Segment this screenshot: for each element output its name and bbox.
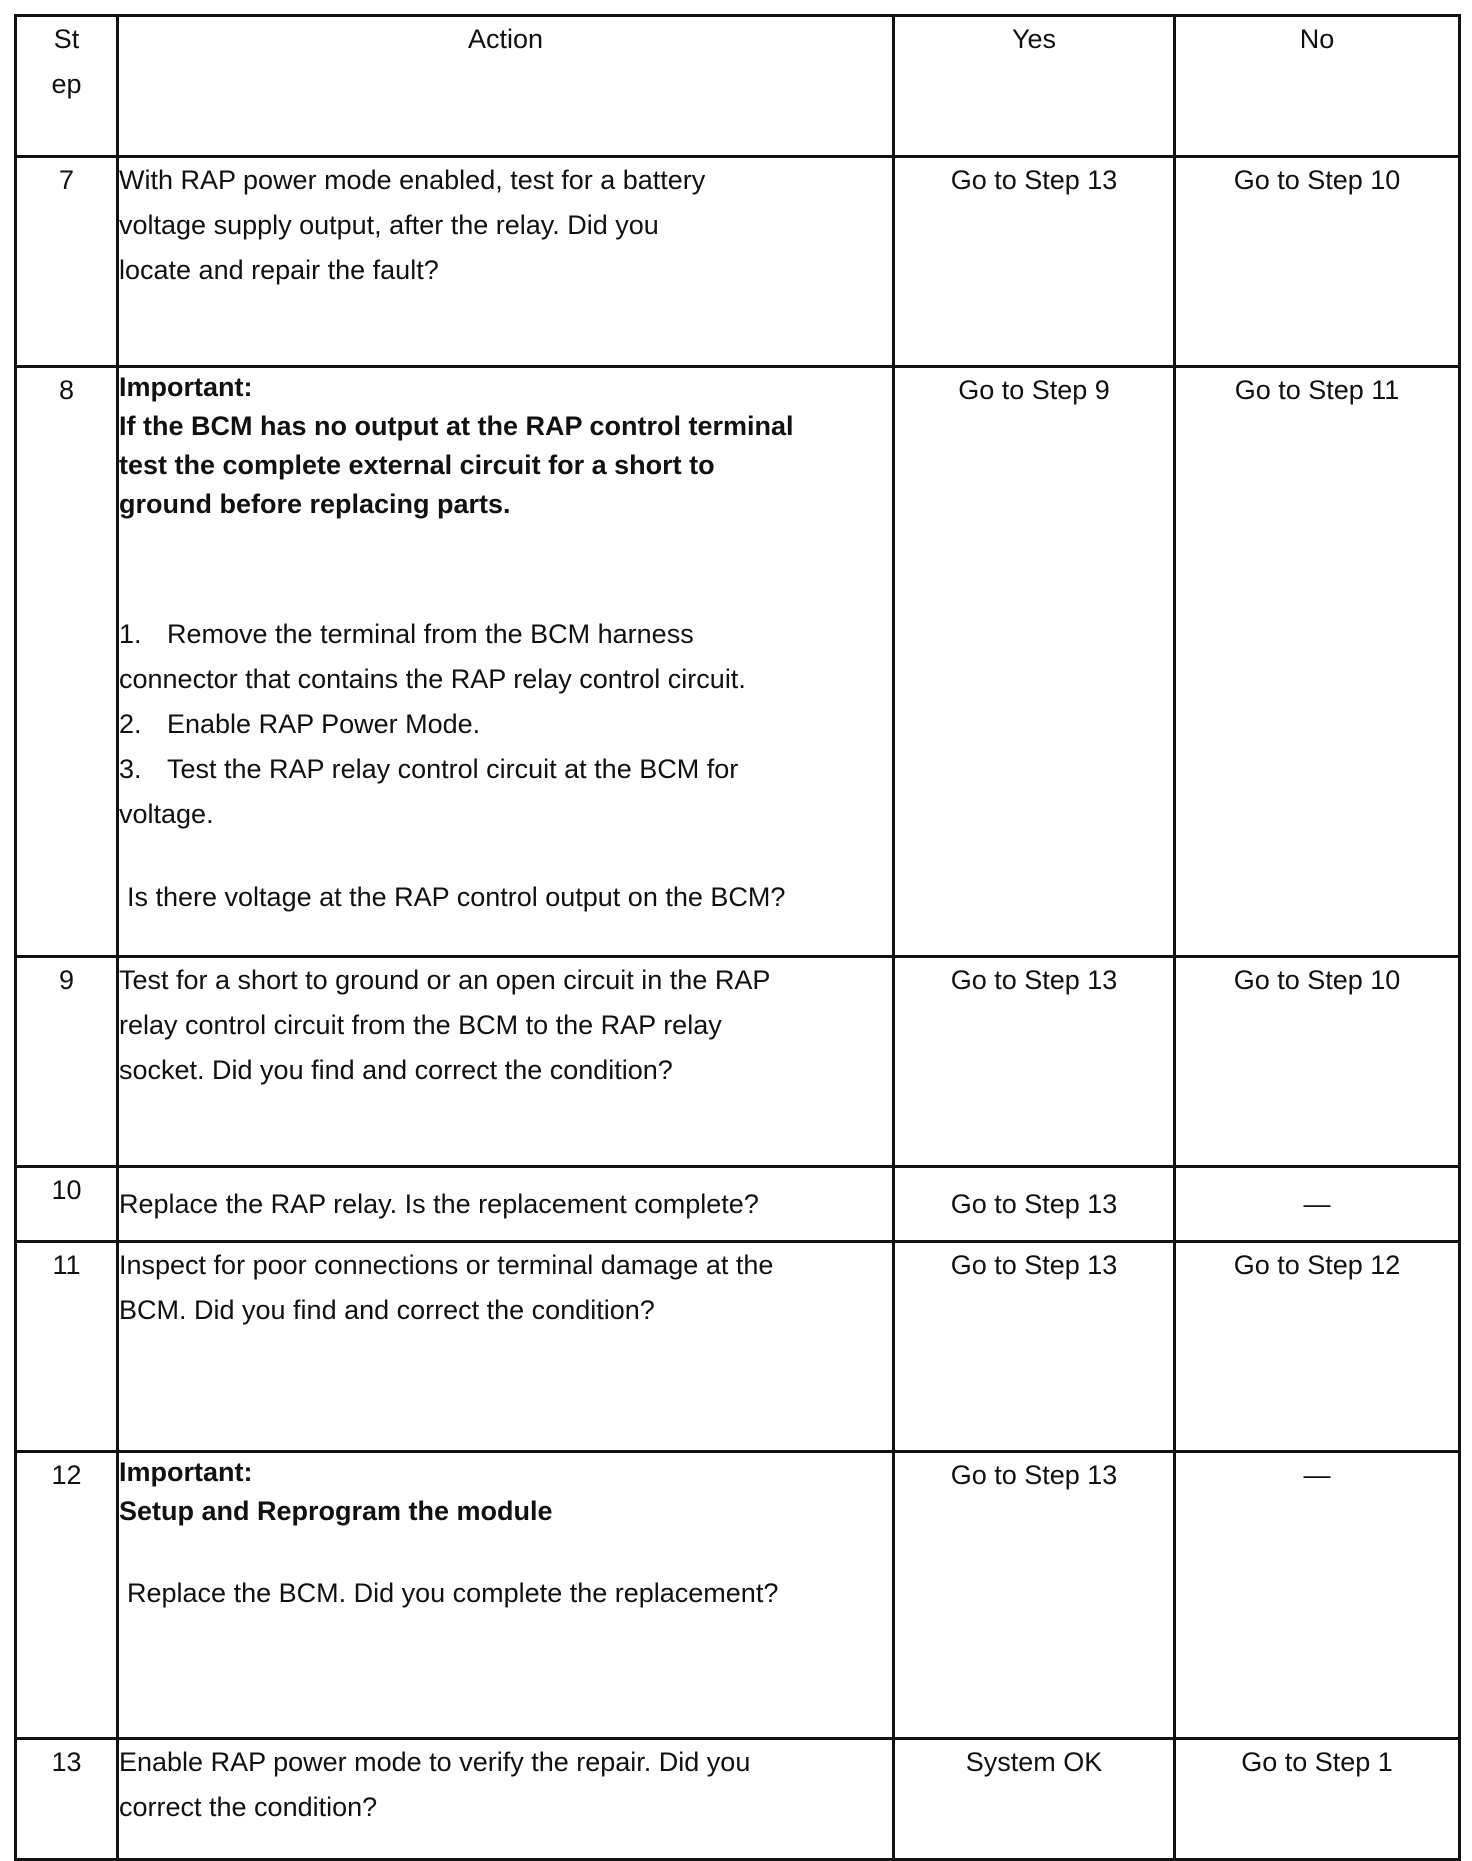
yes-cell: System OK xyxy=(894,1739,1175,1860)
header-no: No xyxy=(1175,16,1460,157)
item-text: Enable RAP Power Mode. xyxy=(167,709,481,739)
no-cell xyxy=(1175,1452,1460,1739)
step-number: 9 xyxy=(16,957,118,1167)
action-line: socket. Did you find and correct the condition? xyxy=(119,1055,673,1085)
yes-cell: Go to Step 13 xyxy=(894,157,1175,367)
important-label: Important: xyxy=(119,372,253,402)
header-step-line1: St xyxy=(53,24,80,54)
important-label: Important: xyxy=(119,1457,253,1487)
action-line: Enable RAP power mode to verify the repair. Did you xyxy=(119,1747,751,1777)
item-number: 3. xyxy=(119,754,142,784)
step-number: 10 xyxy=(16,1167,118,1242)
header-yes: Yes xyxy=(894,16,1175,157)
item-continuation: voltage. xyxy=(119,799,214,829)
table-row xyxy=(16,367,1460,957)
question: Replace the BCM. Did you complete the replacement? xyxy=(127,1578,779,1608)
action-cell xyxy=(118,157,894,367)
action-line: Replace the RAP relay. Is the replacement complete? xyxy=(119,1188,759,1219)
step-number: 13 xyxy=(16,1739,118,1860)
table-row xyxy=(16,957,1460,1167)
action-line: relay control circuit from the BCM to the RAP relay xyxy=(119,1010,722,1040)
step-number: 12 xyxy=(16,1452,118,1739)
action-line: With RAP power mode enabled, test for a battery xyxy=(119,165,706,195)
action-cell xyxy=(118,1452,894,1739)
action-cell xyxy=(118,367,894,957)
yes-cell: Go to Step 13 xyxy=(894,1167,1175,1242)
action-line: Inspect for poor connections or terminal damage at the xyxy=(119,1250,774,1280)
header-action: Action xyxy=(118,16,894,157)
list-item xyxy=(119,612,892,657)
no-cell: Go to Step 11 xyxy=(1175,367,1460,957)
action-line: locate and repair the fault? xyxy=(119,255,439,285)
action-line: voltage supply output, after the relay. Did you xyxy=(119,210,659,240)
header-row xyxy=(16,16,1460,157)
item-number: 1. xyxy=(119,619,142,649)
dash: — xyxy=(1303,1188,1331,1219)
table-row xyxy=(16,1452,1460,1739)
important-line: test the complete external circuit for a short to xyxy=(119,450,715,480)
list-item xyxy=(119,702,892,747)
action-line: BCM. Did you find and correct the condition? xyxy=(119,1295,655,1325)
yes-cell: Go to Step 9 xyxy=(894,367,1175,957)
item-text: Test the RAP relay control circuit at the BCM for xyxy=(167,754,739,784)
table-row xyxy=(16,1167,1460,1242)
yes-cell: Go to Step 13 xyxy=(894,957,1175,1167)
spacer xyxy=(119,837,892,875)
important-line: If the BCM has no output at the RAP control terminal xyxy=(119,411,794,441)
no-cell xyxy=(1175,1167,1460,1242)
important-line: ground before replacing parts. xyxy=(119,489,511,519)
no-cell: Go to Step 1 xyxy=(1175,1739,1460,1860)
action-cell xyxy=(118,1739,894,1860)
item-number: 2. xyxy=(119,709,142,739)
table-row xyxy=(16,1739,1460,1860)
table-row xyxy=(16,1242,1460,1452)
action-cell xyxy=(118,1167,894,1242)
step-number: 7 xyxy=(16,157,118,367)
no-cell: Go to Step 10 xyxy=(1175,157,1460,367)
question: Is there voltage at the RAP control output on the BCM? xyxy=(127,882,786,912)
step-number: 11 xyxy=(16,1242,118,1452)
step-number: 8 xyxy=(16,367,118,957)
yes-cell: Go to Step 13 xyxy=(894,1452,1175,1739)
action-line: correct the condition? xyxy=(119,1792,378,1822)
dash: — xyxy=(1303,1460,1331,1490)
item-continuation: connector that contains the RAP relay control circuit. xyxy=(119,664,746,694)
diagnostic-table xyxy=(14,14,1461,1861)
item-text: Remove the terminal from the BCM harness xyxy=(167,619,694,649)
table-row xyxy=(16,157,1460,367)
yes-cell: Go to Step 13 xyxy=(894,1242,1175,1452)
no-cell: Go to Step 12 xyxy=(1175,1242,1460,1452)
spacer xyxy=(119,1531,892,1571)
action-line: Test for a short to ground or an open circuit in the RAP xyxy=(119,965,771,995)
list-item xyxy=(119,747,892,792)
header-step xyxy=(16,16,118,157)
header-step-line2: ep xyxy=(51,69,82,99)
action-cell xyxy=(118,957,894,1167)
action-cell xyxy=(118,1242,894,1452)
important-line: Setup and Reprogram the module xyxy=(119,1496,553,1526)
spacer xyxy=(119,524,892,612)
no-cell: Go to Step 10 xyxy=(1175,957,1460,1167)
